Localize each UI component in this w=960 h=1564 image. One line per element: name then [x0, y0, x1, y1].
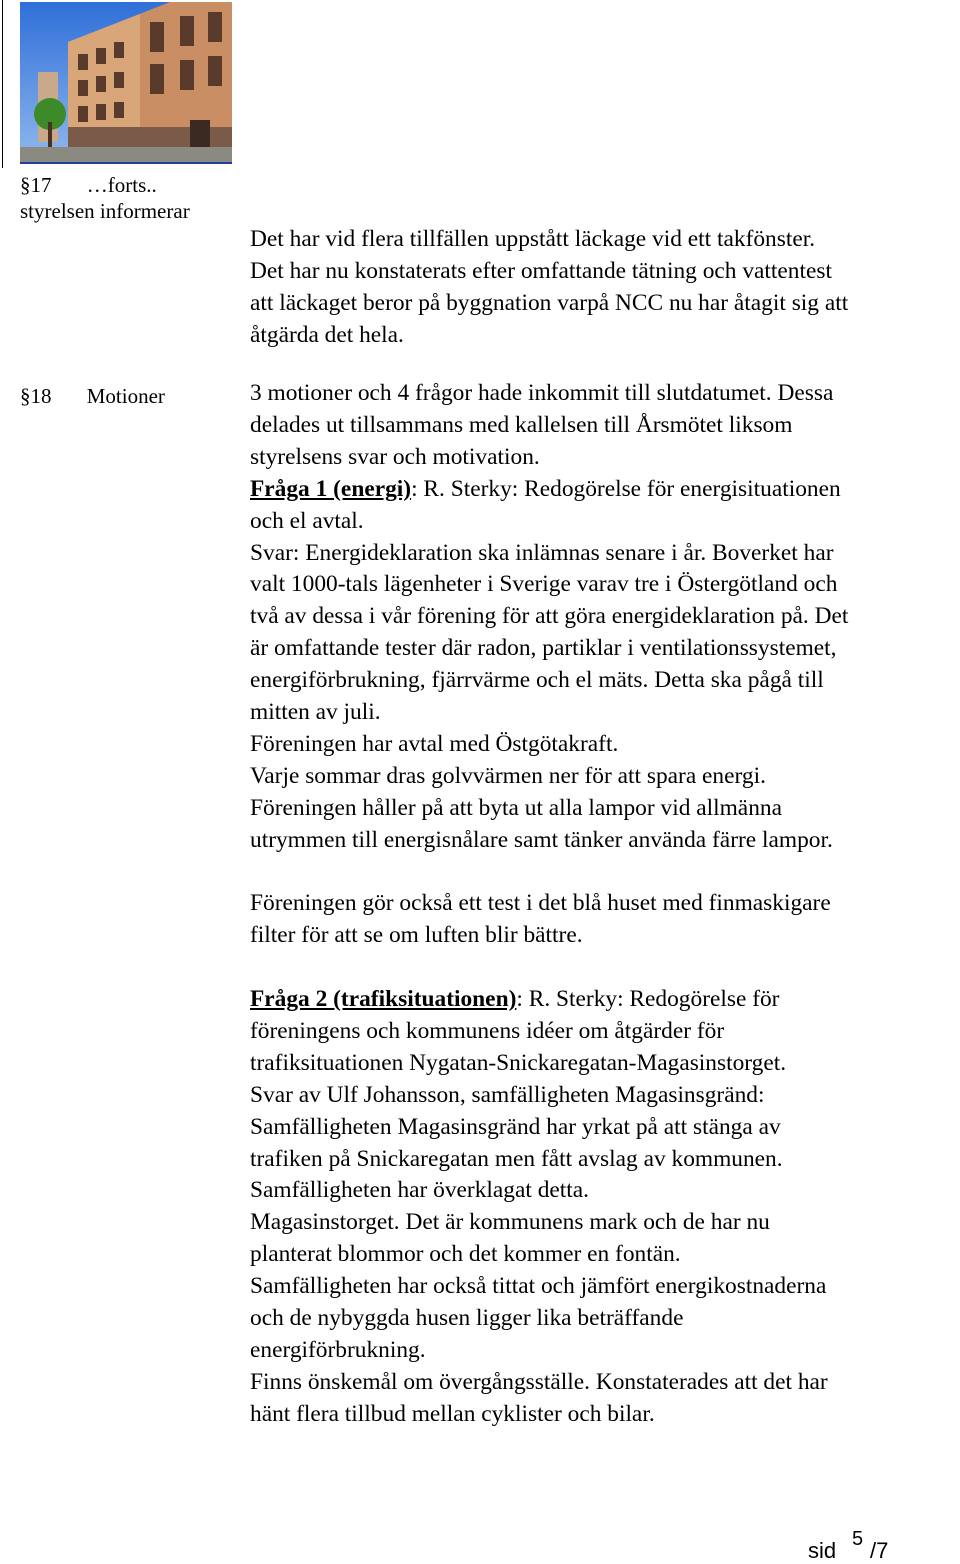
question-1-line	[250, 474, 958, 506]
text-line: hänt flera tillbud mellan cyklister och bilar.	[250, 1400, 655, 1427]
page-current: 5	[852, 1528, 864, 1550]
text-line: Det har nu konstaterats efter omfattande tätning och vattentest	[250, 257, 832, 284]
text-line: energiförbrukning, fjärrvärme och el mäts. Detta ska pågå till	[250, 667, 824, 694]
text-line: Svar: Energideklaration ska inlämnas senare i år. Boverket har	[250, 539, 834, 566]
text-line: energiförbrukning.	[250, 1336, 426, 1363]
question-1-rest: : R. Sterky: Redogörelse för energisituationen	[411, 475, 841, 502]
text-line: Samfälligheten Magasinsgränd har yrkat på att stänga av	[250, 1113, 781, 1140]
text-line: Finns önskemål om övergångsställe. Konstaterades att det har	[250, 1368, 828, 1395]
section-17-heading	[20, 172, 157, 198]
text-line: 3 motioner och 4 frågor hade inkommit till slutdatumet. Dessa	[250, 380, 834, 406]
text-line: och de nybyggda husen ligger lika beträffande	[250, 1305, 684, 1332]
text-line: och el avtal.	[250, 507, 364, 534]
question-2-line	[250, 984, 958, 1016]
text-line: Föreningen håller på att byta ut alla lampor vid allmänna	[250, 794, 782, 821]
text-line: två av dessa i vår förening för att göra energideklaration på. Det	[250, 603, 849, 630]
text-line: Magasinstorget. Det är kommunens mark och de har nu	[250, 1209, 770, 1236]
question-2-title: Fråga 2 (trafiksituationen)	[250, 986, 517, 1012]
section-18-body	[250, 378, 958, 857]
text-line: trafiken på Snickaregatan men fått avslag av kommunen.	[250, 1145, 783, 1172]
text-line: Samfälligheten har överklagat detta.	[250, 1177, 590, 1204]
page-sid-label: sid	[808, 1538, 837, 1563]
text-line: är omfattande tester där radon, partiklar i ventilationssystemet,	[250, 635, 837, 662]
section-17-sublabel: styrelsen informerar	[20, 199, 190, 223]
section-18-heading	[20, 383, 165, 409]
text-line: delades ut tillsammans med kallelsen till Årsmötet liksom	[250, 411, 793, 438]
question-2-block	[250, 984, 958, 1431]
text-line: Föreningen har avtal med Östgötakraft.	[250, 730, 619, 757]
text-line: mitten av juli.	[250, 699, 381, 726]
text-line: Samfälligheten har också tittat och jämfört energikostnaderna	[250, 1273, 827, 1300]
paragraph-sign: §	[20, 173, 31, 197]
text-line: att läckaget beror på byggnation varpå NCC nu har åtagit sig att	[250, 289, 849, 316]
text-line: Varje sommar dras golvvärmen ner för att spara energi.	[250, 762, 766, 789]
text-line: föreningens och kommunens idéer om åtgärder för	[250, 1017, 725, 1044]
text-line: åtgärda det hela.	[250, 321, 404, 348]
building-photo	[20, 2, 232, 164]
text-line: filter för att se om luften blir bättre.	[250, 921, 583, 948]
section-17-label: …forts..	[86, 173, 157, 197]
section-17-number: 17	[30, 173, 52, 197]
question-1-title: Fråga 1 (energi)	[250, 475, 412, 502]
section-18-label: Motioner	[86, 384, 165, 408]
text-line: Det har vid flera tillfällen uppstått läckage vid ett takfönster.	[250, 226, 816, 252]
text-line: Svar av Ulf Johansson, samfälligheten Magasinsgränd:	[250, 1081, 765, 1108]
margin-rule	[2, 0, 3, 168]
text-line: planterat blommor och det kommer en fontän.	[250, 1241, 681, 1268]
section-17-body	[250, 224, 958, 352]
text-line: trafiksituationen Nygatan-Snickaregatan-Magasinstorget.	[250, 1049, 787, 1076]
building-photo-icon	[20, 2, 232, 162]
text-line: Föreningen gör också ett test i det blå huset med finmaskigare	[250, 890, 831, 916]
paragraph-sign: §	[20, 384, 31, 408]
section-18-number: 18	[30, 384, 52, 408]
text-line: styrelsens svar och motivation.	[250, 443, 540, 470]
question-1-addendum	[250, 888, 958, 952]
page-total: /7	[870, 1538, 889, 1563]
question-2-rest: : R. Sterky: Redogörelse för	[516, 986, 780, 1012]
text-line: valt 1000-tals lägenheter i Sverige varav tre i Östergötland och	[250, 571, 838, 598]
text-line: utrymmen till energisnålare samt tänker använda färre lampor.	[250, 826, 833, 853]
